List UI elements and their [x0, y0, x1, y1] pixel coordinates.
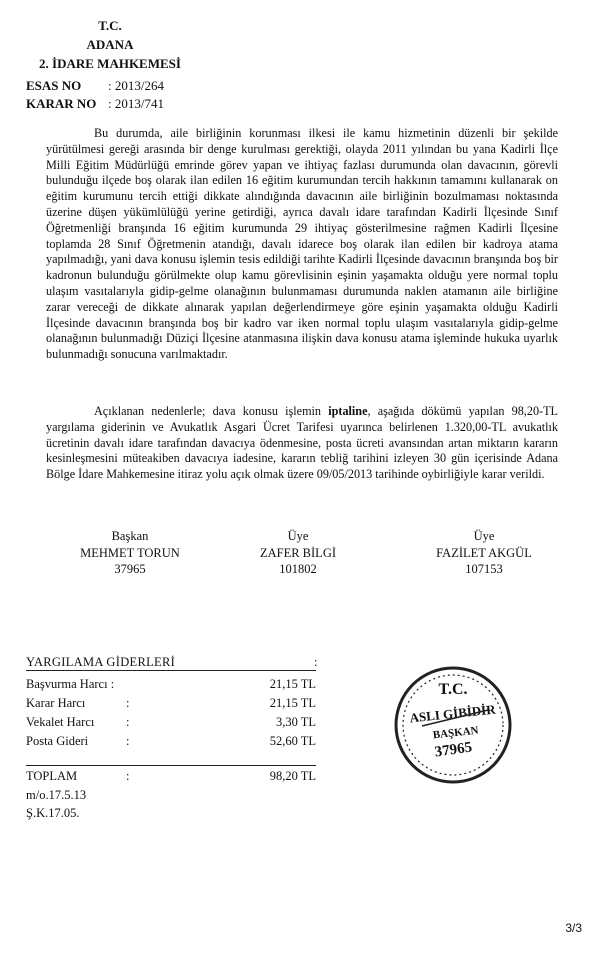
judge-member-1 — [208, 528, 388, 578]
total-amount: 98,20 TL — [269, 769, 316, 783]
judge-name: FAZİLET AKGÜL — [436, 545, 532, 560]
cost-label: Başvurma Harcı : — [26, 677, 115, 691]
esas-value: : 2013/264 — [108, 78, 164, 93]
cost-colon: : — [126, 715, 130, 729]
esas-no — [26, 78, 164, 94]
cost-row — [26, 715, 316, 733]
karar-value: : 2013/741 — [108, 96, 164, 111]
footer-note-2: Ş.K.17.05. — [26, 806, 80, 820]
cost-label: Vekalet Harcı — [26, 715, 95, 729]
paragraph-decision — [46, 404, 558, 483]
cost-row — [26, 734, 316, 752]
total-label: TOPLAM — [26, 769, 78, 783]
cost-colon: : — [126, 696, 130, 710]
costs-title-underline — [26, 670, 316, 671]
cost-amount: 21,15 TL — [269, 677, 316, 691]
paragraph-reasoning — [46, 126, 558, 363]
cost-colon: : — [126, 734, 130, 748]
cost-total-row — [26, 769, 316, 787]
court-stamp — [392, 664, 514, 786]
costs-title-text: YARGILAMA GİDERLERİ — [26, 655, 176, 669]
cost-label: Posta Gideri — [26, 734, 89, 748]
karar-no — [26, 96, 164, 112]
cost-label: Karar Harcı — [26, 696, 86, 710]
header-tc: T.C. — [98, 18, 122, 33]
judge-number: 37965 — [114, 562, 146, 576]
decision-text-bold: iptaline — [328, 404, 368, 418]
judge-role: Üye — [473, 529, 495, 543]
stamp-middle-text: ASLI GİBİDİR — [408, 701, 497, 726]
stamp-role-text: BAŞKAN — [432, 724, 480, 742]
total-colon: : — [126, 769, 130, 783]
judge-member-2 — [394, 528, 574, 578]
judge-number: 107153 — [465, 562, 503, 576]
cost-row — [26, 677, 316, 695]
judge-role: Üye — [287, 529, 309, 543]
esas-label: ESAS NO — [26, 78, 82, 93]
karar-label: KARAR NO — [26, 96, 97, 111]
stamp-number-text: 37965 — [433, 739, 474, 761]
decision-text-pre: Açıklanan nedenlerle; dava konusu işlemin — [94, 404, 329, 418]
cost-amount: 52,60 TL — [269, 734, 316, 748]
header-city: ADANA — [86, 37, 134, 52]
paragraph-reasoning-text: Bu durumda, aile birliğinin korunması ilkesi ile kamu hizmetinin düzenli bir şekilde yürütülmesi gereği arasında bir denge kurulması gerektiği, olayda 2011 yılından bu yana Kadirli İlçe Milli Eğitim Müdürlüğü emrinde görev yapan ve ihtiyaç fazlası durumunda olan davacının, görevli bulunduğu ilçede boş olarak ilan edilen 16 eğitim kurumundan tercih hakkının tamamını kullanarak on eğitim kurumunu tercih ettiği dikkate alındığında davacının aile birliğinin bozulmaması noktasında üzerine düşen yükümlülüğü yerine getirdiği, ayrıca davalı idare tarafından Kadirli İlçesinde Sınıf Öğretmenliği branşında 16 eğitim kurumunda 29 ihtiyaç gösterilmesine rağmen Kadirli İlçesine toplamda 28 Sınıf Öğretmenin atandığı, davalı idarece boş olarak ilan edilen bir kadroya atama yapılmadığı, yani dava konusu işlemin tesis edildiği tarihte Kadirli İlçesinde davacının branşında boş bir kadronun bulunduğu görülmekte olup kamu görevlisinin eşinin yaşamakta olduğu yere normal toplu ulaşım vasıtalarıyla gidip-gelme olanağının bulunmaması durumunda naklen atamanın aile birliğine zarar vereceği de dikkate alınarak yapılan değerlendirmeye göre eşinin yaşamakta olduğu Kadirli İlçesinde davacının branşında boş bir kadro var iken normal toplu ulaşım vasıtalarıyla gidip-gelme olanağının bulunmadığı Düziçi İlçesine atanmasına ilişkin dava konusu atama işleminde hukuka uyarlık bulunmadığı sonucuna varılmaktadır. — [46, 126, 558, 362]
judge-role: Başkan — [111, 529, 149, 543]
judge-number: 101802 — [279, 562, 317, 576]
judge-name: ZAFER BİLGİ — [259, 545, 337, 560]
judge-name: MEHMET TORUN — [80, 545, 180, 560]
total-divider — [26, 765, 316, 766]
judge-president — [40, 528, 220, 578]
costs-title — [26, 655, 318, 670]
cost-amount: 3,30 TL — [275, 715, 316, 729]
cost-amount: 21,15 TL — [269, 696, 316, 710]
costs-title-colon: : — [314, 655, 318, 669]
page-number: 3/3 — [565, 921, 582, 935]
footer-note-1: m/o.17.5.13 — [26, 788, 87, 802]
header-court: 2. İDARE MAHKEMESİ — [39, 56, 181, 71]
decision-text-post: , aşağıda dökümü yapılan 98,20-TL yargılama giderinin ve Avukatlık Asgari Ücret Tarifesi uyarınca belirlenen 1.320,00-TL avukatlık ücretinin davalı idare tarafından davacıya ödenmesine, posta ücreti avansından artan miktarın kararın kesinleşmesini müteakiben davacıya iadesine, kararın tebliğ tarihini izleyen 30 gün içerisinde Adana Bölge İdare Mahkemesine itiraz yolu açık olmak üzere 09/05/2013 tarihinde oybirliğiyle karar verildi. — [46, 404, 558, 482]
stamp-top-text: T.C. — [438, 681, 468, 698]
cost-row — [26, 696, 316, 714]
